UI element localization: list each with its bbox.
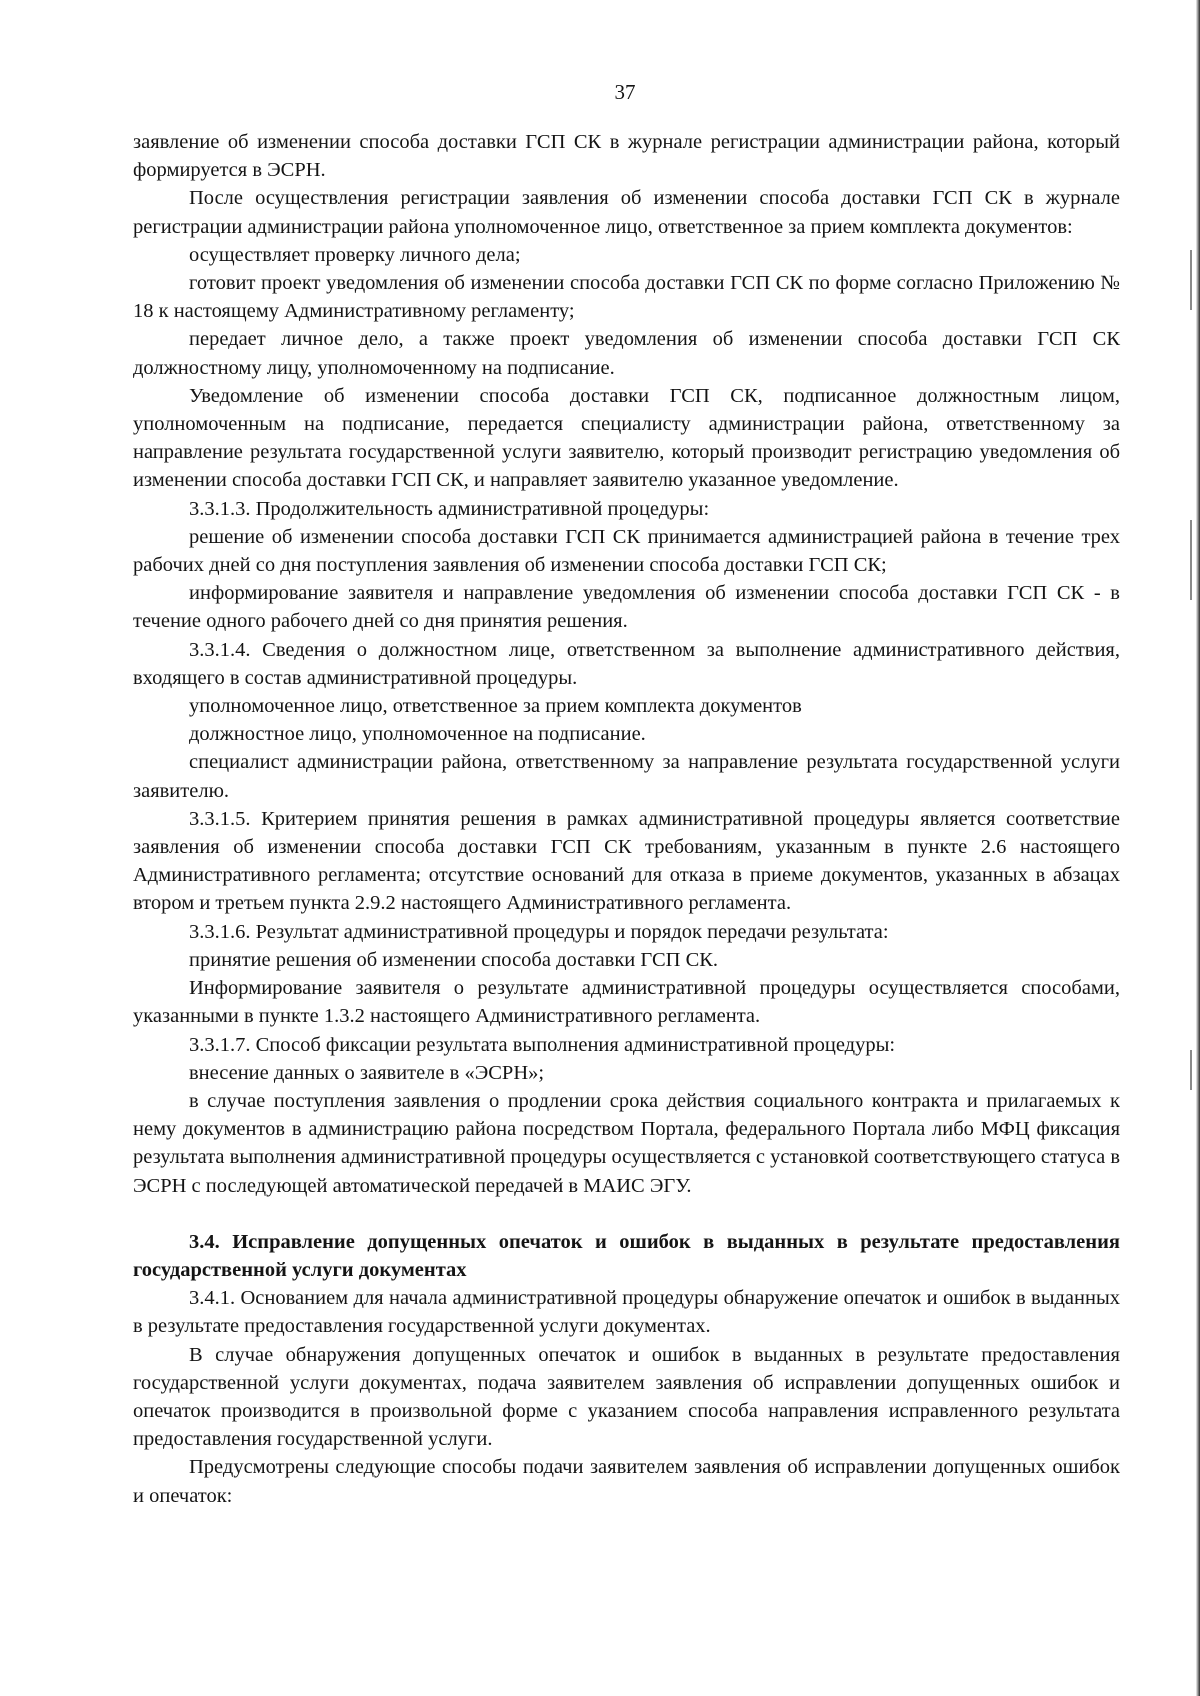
paragraph: специалист администрации района, ответственному за направление результата государственной услуги заявителю. [133, 751, 1120, 802]
paragraph: уполномоченное лицо, ответственное за прием комплекта документов [189, 695, 802, 718]
paragraph: Уведомление об изменении способа доставки ГСП СК, подписанное должностным лицом, уполномоченным на подписание, передается специалисту администрации района, ответственному за направление результата государственной услуги заявителю, который производит регистрацию уведомления об изменении способа доставки ГСП СК, и направляет заявителю указанное уведомление. [133, 384, 1120, 492]
page-number: 37 [614, 80, 636, 104]
paragraph: 3.4.1. Основанием для начала административной процедуры обнаружение опечаток и ошибок в выданных в результате предоставления государственной услуги документах. [133, 1287, 1120, 1338]
paragraph: заявление об изменении способа доставки ГСП СК в журнале регистрации администрации района, который формируется в ЭСРН. [133, 131, 1120, 182]
paragraph: 3.3.1.5. Критерием принятия решения в рамках административной процедуры является соответствие заявления об изменении способа доставки ГСП СК требованиям, указанным в пункте 2.6 настоящего Административного регламента; отсутствие оснований для отказа в приеме документов, указанных в абзацах втором и третьем пункта 2.9.2 настоящего Административного регламента. [133, 807, 1120, 915]
paragraph: После осуществления регистрации заявления об изменении способа доставки ГСП СК в журнале регистрации администрации района уполномоченное лицо, ответственное за прием комплекта документов: [133, 187, 1120, 238]
paragraph: внесение данных о заявителе в «ЭСРН»; [189, 1061, 545, 1084]
scan-edge-mark [1190, 250, 1192, 310]
paragraph: 3.3.1.7. Способ фиксации результата выполнения административной процедуры: [189, 1033, 896, 1056]
paragraph: Предусмотрены следующие способы подачи заявителем заявления об исправлении допущенных ошибок и опечаток: [133, 1456, 1120, 1507]
paragraph: решение об изменении способа доставки ГСП СК принимается администрацией района в течение трех рабочих дней со дня поступления заявления об изменении способа доставки ГСП СК; [133, 525, 1120, 577]
scan-edge-mark [1190, 520, 1192, 600]
paragraph: 3.3.1.3. Продолжительность административной процедуры: [189, 497, 710, 520]
paragraph: информирование заявителя и направление уведомления об изменении способа доставки ГСП СК - в течение одного рабочего дней со дня принятия решения. [133, 582, 1120, 633]
paragraph: готовит проект уведомления об изменении способа доставки ГСП СК по форме согласно Приложению № 18 к настоящему Административному регламенту; [133, 272, 1120, 323]
scan-edge-mark [1190, 1050, 1192, 1090]
section-heading: 3.4. Исправление допущенных опечаток и ошибок в выданных в результате предоставления государственной услуги документах [133, 1230, 1120, 1281]
paragraph: В случае обнаружения допущенных опечаток и ошибок в выданных в результате предоставления государственной услуги документах, подача заявителем заявления об исправлении допущенных ошибок и опечаток производится в произвольной форме с указанием способа направления исправленного результата предоставления государственной услуги. [133, 1343, 1120, 1451]
paragraph: Информирование заявителя о результате административной процедуры осуществляется способами, указанными в пункте 1.3.2 настоящего Административного регламента. [133, 977, 1120, 1028]
paragraph: осуществляет проверку личного дела; [189, 243, 521, 266]
paragraph: принятие решения об изменении способа доставки ГСП СК. [189, 948, 719, 971]
paragraph: 3.3.1.4. Сведения о должностном лице, ответственном за выполнение административного действия, входящего в состав административной процедуры. [133, 638, 1120, 689]
paragraph: передает личное дело, а также проект уведомления об изменении способа доставки ГСП СК должностному лицу, уполномоченному на подписание. [133, 328, 1120, 379]
page-edge [1196, 0, 1200, 1696]
document-body [133, 128, 1120, 1510]
paragraph: должностное лицо, уполномоченное на подписание. [189, 723, 646, 746]
paragraph: в случае поступления заявления о продлении срока действия социального контракта и прилагаемых к нему документов в администрацию района посредством Портала, федерального Портала либо МФЦ фиксация результата выполнения административной процедуры осуществляется с установкой соответствующего статуса в ЭСРН с последующей автоматической передачей в МАИС ЭГУ. [133, 1089, 1120, 1197]
paragraph: 3.3.1.6. Результат административной процедуры и порядок передачи результата: [189, 920, 889, 943]
